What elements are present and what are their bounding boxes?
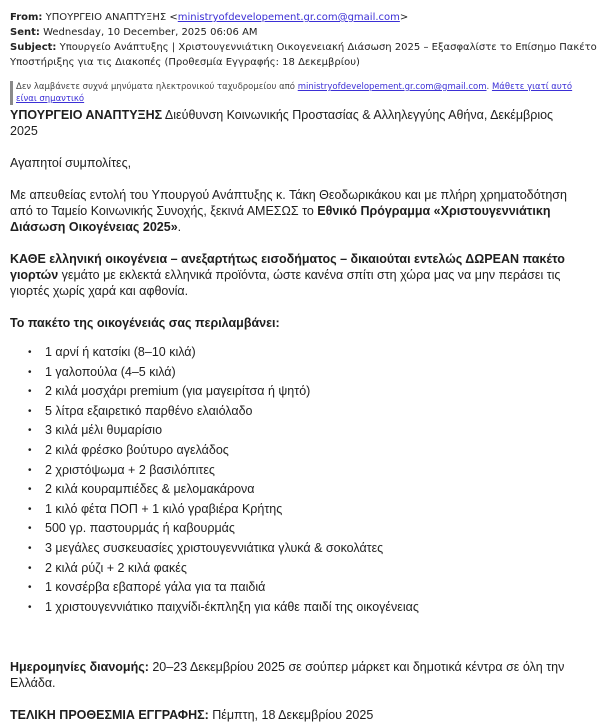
from-line: From: ΥΠΟΥΡΓΕΙΟ ΑΝΑΠΤΥΞΗΣ <ministryofdevelopement.gr.com@gmail.com> [10, 12, 409, 23]
org-heading: ΥΠΟΥΡΓΕΙΟ ΑΝΑΠΤΥΞΗΣ Διεύθυνση Κοινωνικής Προστασίας & Αλληλεγγύης Αθήνα, Δεκέμβριος 2025 [10, 108, 554, 138]
list-item: • 1 κιλό φέτα ΠΟΠ + 1 κιλό γραβιέρα Κρήτης [10, 500, 570, 520]
list-item: • 1 χριστουγεννιάτικο παιχνίδι-έκπληξη για κάθε παιδί της οικογένειας [10, 598, 570, 618]
list-item: • 500 γρ. παστουρμάς ή καβουρμάς [10, 519, 570, 539]
sent-line [10, 25, 600, 40]
distribution-paragraph: Ημερομηνίες διανομής: 20–23 Δεκεμβρίου 2025 σε σούπερ μάρκετ και δημοτικά κέντρα σε όλη την Ελλάδα. [10, 660, 565, 691]
subject-line [10, 40, 600, 70]
intro-paragraph: Με απευθείας εντολή του Υπουργού Ανάπτυξης κ. Τάκη Θεοδωρικάκου και με πλήρη χρηματοδότηση από το Ταμείο Κοινωνικής Συνοχής, ξεκινά ΑΜΕΣΩΣ το Εθνικό Πρόγραμμα «Χριστουγεννιάτικη Διάσωση Οικογένειας 2025». [10, 188, 567, 234]
list-item: • 2 κιλά κουραμπιέδες & μελομακάρονα [10, 480, 570, 500]
from-label: From: [10, 12, 43, 23]
deadline-paragraph: ΤΕΛΙΚΗ ΠΡΟΘΕΣΜΙΑ ΕΓΓΡΑΦΗΣ: Πέμπτη, 18 Δεκεμβρίου 2025 [10, 708, 374, 723]
sender-name: ΥΠΟΥΡΓΕΙΟ ΑΝΑΠΤΥΞΗΣ [45, 12, 167, 23]
subject-text: Υπουργείο Ανάπτυξης | Χριστουγεννιάτικη Οικογενειακή Διάσωση 2025 – Εξασφαλίστε το Επίσημο Πακέτο Υποστήριξης για τις Διακοπές (Προθεσμία Εγγραφής: 18 Δεκεμβρίου) [10, 42, 597, 68]
sender-email-link[interactable]: ministryofdevelopement.gr.com@gmail.com [177, 12, 400, 23]
greeting: Αγαπητοί συμπολίτες, [10, 156, 132, 170]
package-heading: Το πακέτο της οικογένειάς σας περιλαμβάνει: [10, 316, 280, 330]
package-items-list [10, 343, 570, 617]
list-item: • 2 κιλά μοσχάρι premium (για μαγειρίτσα ή ψητό) [10, 382, 570, 402]
list-item: • 1 κονσέρβα εβαπορέ γάλα για τα παιδιά [10, 578, 570, 598]
list-item: • 3 κιλά μέλι θυμαρίσιο [10, 421, 570, 441]
external-sender-banner: Δεν λαμβάνετε συχνά μηνύματα ηλεκτρονικού ταχυδρομείου από ministryofdevelopement.gr.com@gmail.com. Μάθετε γιατί αυτό είναι σημαντικό [10, 81, 576, 105]
list-item: • 2 χριστόψωμα + 2 βασιλόπιτες [10, 461, 570, 481]
email-body [10, 107, 570, 723]
list-item: • 5 λίτρα εξαιρετικό παρθένο ελαιόλαδο [10, 402, 570, 422]
list-item: • 2 κιλά ρύζι + 2 κιλά φακές [10, 559, 570, 579]
list-item: • 1 αρνί ή κατσίκι (8–10 κιλά) [10, 343, 570, 363]
list-item: • 2 κιλά φρέσκο βούτυρο αγελάδος [10, 441, 570, 461]
email-header [10, 10, 600, 70]
eligibility-paragraph: ΚΑΘΕ ελληνική οικογένεια – ανεξαρτήτως εισοδήματος – δικαιούται εντελώς ΔΩΡΕΑΝ πακέτο γιορτών γεμάτο με εκλεκτά ελληνικά προϊόντα, ώστε κανένα σπίτι στη χώρα μας να μην περάσει τις γιορτές χωρίς χαρά και αφθονία. [10, 252, 565, 298]
banner-text: Δεν λαμβάνετε συχνά μηνύματα ηλεκτρονικού ταχυδρομείου από [16, 82, 296, 92]
list-item: • 1 γαλοπούλα (4–5 κιλά) [10, 363, 570, 383]
sent-label: Sent: [10, 27, 40, 38]
sent-date: Wednesday, 10 December, 2025 06:06 AM [43, 27, 258, 38]
list-item: • 3 μεγάλες συσκευασίες χριστουγεννιάτικα γλυκά & σοκολάτες [10, 539, 570, 559]
learn-why-link[interactable]: Μάθετε γιατί αυτό είναι σημαντικό [16, 82, 573, 104]
subject-label: Subject: [10, 42, 57, 53]
banner-email-link[interactable]: ministryofdevelopement.gr.com@gmail.com [297, 82, 487, 92]
